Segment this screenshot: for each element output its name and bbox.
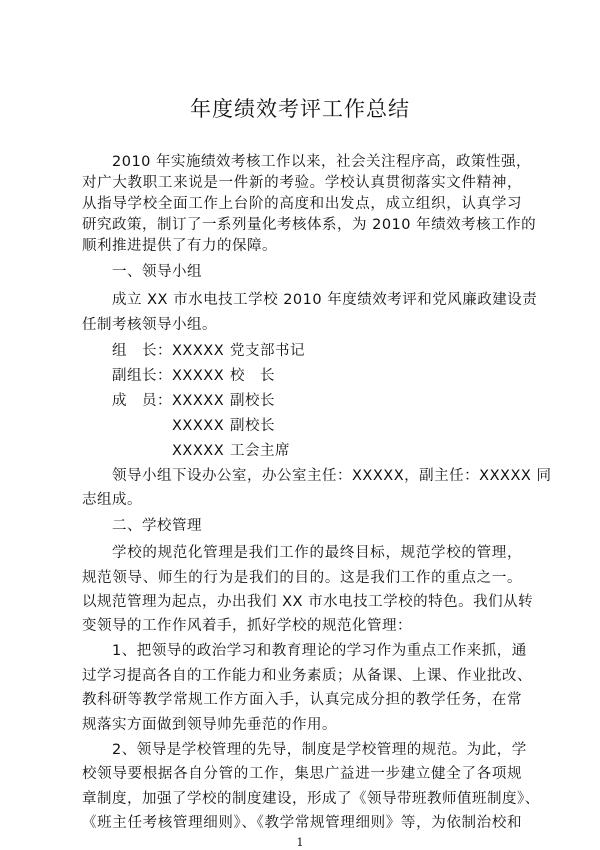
paragraph-line: 章制度，加强了学校的制度建设，形成了《领导带班教师值班制度》、 (82, 791, 540, 807)
section-heading: 二、学校管理 (112, 518, 202, 534)
member-title: 校 长 (230, 368, 275, 384)
member-name: XXXXX (172, 418, 225, 434)
paragraph-line: 校领导要根据各自分管的工作，集思广益进一步建立健全了各项规 (82, 766, 522, 782)
member-name: XXXXX (172, 443, 225, 459)
paragraph-line: 《班主任考核管理细则》、《教学常规管理细则》等，为依制治校和 (82, 815, 522, 831)
paragraph-line: 学校的规范化管理是我们工作的最终目标，规范学校的管理， (112, 545, 522, 561)
member-name: XXXXX (172, 368, 225, 384)
member-name: XXXXX (172, 343, 225, 359)
member-role: 组 长： (112, 343, 172, 359)
member-title: 党支部书记 (230, 343, 305, 359)
paragraph-line: 以规范管理为起点，办出我们 XX 市水电技工学校的特色。我们从转 (82, 594, 534, 610)
member-title: 副校长 (230, 418, 275, 434)
paragraph-line: 教科研等教学常规工作方面入手，认真完成分担的教学任务，在常 (82, 692, 522, 708)
member-role: 成 员： (112, 393, 172, 409)
paragraph-line: 1、把领导的政治学习和教育理论的学习作为重点工作来抓，通 (112, 643, 527, 659)
paragraph-line: 研究政策，制订了一系列量化考核体系，为 2010 年绩效考核工作的 (82, 217, 537, 233)
paragraph-line: 变领导的工作作风着手，抓好学校的规范化管理： (82, 618, 412, 634)
section-heading: 一、领导小组 (112, 264, 202, 280)
member-title: 工会主席 (230, 443, 290, 459)
paragraph-line: 规落实方面做到领导帅先垂范的作用。 (82, 717, 337, 733)
paragraph-line: 从指导学校全面工作上台阶的高度和出发点，成立组织，认真学习 (82, 196, 522, 212)
paragraph-line: 规范领导、师生的行为是我们的目的。这是我们工作的重点之一。 (82, 570, 522, 586)
member-name: XXXXX (172, 393, 225, 409)
paragraph-line: 任制考核领导小组。 (82, 317, 217, 333)
paragraph-line: 志组成。 (82, 492, 142, 508)
member-role: 副组长： (112, 368, 172, 384)
paragraph-line: 成立 XX 市水电技工学校 2010 年度绩效考评和党风廉政建设责 (112, 292, 538, 308)
paragraph-line: 领导小组下设办公室，办公室主任：XXXXX，副主任：XXXXX 同 (112, 468, 552, 484)
paragraph-line: 对广大教职工来说是一件新的考验。学校认真贯彻落实文件精神， (82, 175, 522, 191)
paragraph-line: 2、领导是学校管理的先导，制度是学校管理的规范。为此，学 (112, 742, 527, 758)
document-title: 年度绩效考评工作总结 (190, 97, 410, 121)
paragraph-line: 顺利推进提供了有力的保障。 (82, 238, 277, 254)
page-number: 1 (296, 836, 304, 849)
paragraph-line: 过学习提高各自的工作能力和业务素质；从备课、上课、作业批改、 (82, 668, 532, 684)
paragraph-line: 2010 年实施绩效考核工作以来，社会关注程序高，政策性强， (112, 154, 532, 170)
member-title: 副校长 (230, 393, 275, 409)
